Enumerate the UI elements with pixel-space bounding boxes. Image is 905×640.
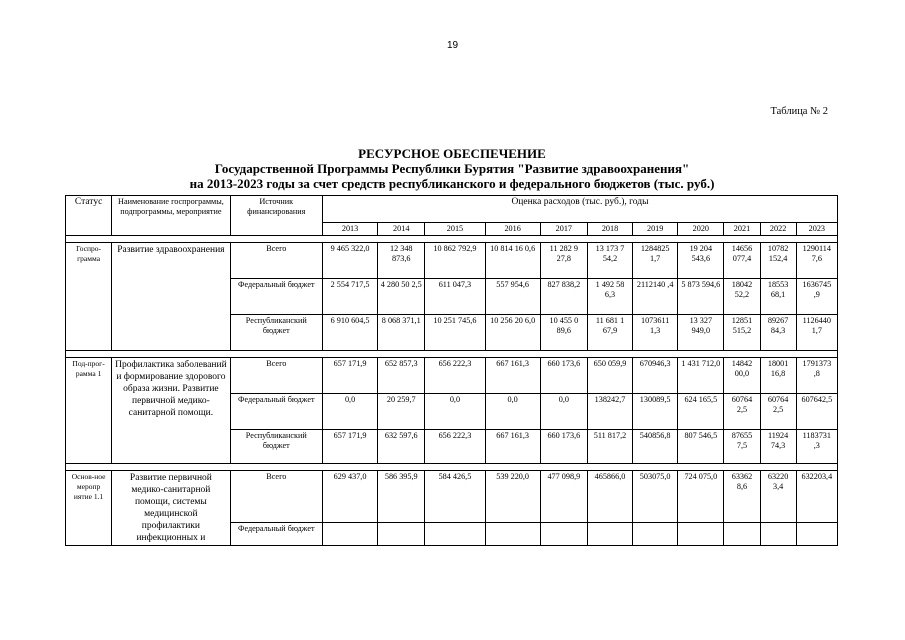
value-cell: 138242,7 [587, 394, 632, 430]
source-cell: Всего [230, 471, 322, 523]
value-cell: 18553 68,1 [760, 279, 796, 315]
value-cell [760, 523, 796, 546]
value-cell: 477 098,9 [540, 471, 587, 523]
value-cell: 11924 74,3 [760, 430, 796, 464]
value-cell: 1284825 1,7 [633, 243, 678, 279]
table-row [66, 243, 838, 279]
value-cell: 63362 8,6 [724, 471, 760, 523]
spacer [66, 236, 838, 243]
header-year: 2020 [678, 223, 724, 236]
value-cell: 12851 515,2 [724, 315, 760, 351]
value-cell: 807 546,5 [678, 430, 724, 464]
value-cell: 503075,0 [633, 471, 678, 523]
name-cell: Профилактика заболеваний и формирование здорового образа жизни. Развитие первичной медико-санитарной помощи. [112, 358, 230, 464]
header-year: 2021 [724, 223, 760, 236]
value-cell: 540856,8 [633, 430, 678, 464]
value-cell: 557 954,6 [485, 279, 540, 315]
value-cell: 10 814 16 0,6 [485, 243, 540, 279]
value-cell: 13 327 949,0 [678, 315, 724, 351]
value-cell: 60764 2,5 [724, 394, 760, 430]
status-cell: Под-прог-рамма 1 [66, 358, 112, 464]
value-cell: 13 173 7 54,2 [587, 243, 632, 279]
value-cell: 2 554 717,5 [322, 279, 377, 315]
value-cell [633, 523, 678, 546]
header-year: 2017 [540, 223, 587, 236]
table-body [66, 236, 838, 546]
value-cell: 1290114 7,6 [796, 243, 837, 279]
value-cell: 63220 3,4 [760, 471, 796, 523]
source-cell: Федеральный бюджет [230, 279, 322, 315]
header-year: 2016 [485, 223, 540, 236]
value-cell: 10 455 0 89,6 [540, 315, 587, 351]
value-cell: 629 437,0 [322, 471, 377, 523]
table-label: Таблица № 2 [770, 106, 828, 117]
value-cell [724, 523, 760, 546]
value-cell: 11 282 9 27,8 [540, 243, 587, 279]
value-cell: 660 173,6 [540, 430, 587, 464]
value-cell [587, 523, 632, 546]
value-cell [540, 523, 587, 546]
header-status: Статус [66, 196, 112, 236]
value-cell [796, 523, 837, 546]
value-cell: 624 165,5 [678, 394, 724, 430]
value-cell [322, 523, 377, 546]
value-cell: 607642,5 [796, 394, 837, 430]
value-cell: 10782 152,4 [760, 243, 796, 279]
value-cell: 60764 2,5 [760, 394, 796, 430]
value-cell: 1183731 ,3 [796, 430, 837, 464]
value-cell [378, 523, 425, 546]
value-cell: 1636745 ,9 [796, 279, 837, 315]
value-cell: 657 171,9 [322, 358, 377, 394]
header-year: 2022 [760, 223, 796, 236]
value-cell: 1791373 ,8 [796, 358, 837, 394]
name-cell: Развитие здравоохранения [112, 243, 230, 351]
value-cell: 667 161,3 [485, 430, 540, 464]
value-cell: 10 256 20 6,0 [485, 315, 540, 351]
header-name: Наименование госпрограммы, подпрограммы, мероприятие [112, 196, 230, 236]
header-year: 2019 [633, 223, 678, 236]
header-year: 2014 [378, 223, 425, 236]
value-cell: 11 681 1 67,9 [587, 315, 632, 351]
name-cell: Развитие первичной медико-санитарной помощи, системы медицинской профилактики инфекционных и [112, 471, 230, 546]
value-cell: 657 171,9 [322, 430, 377, 464]
value-cell: 1 431 712,0 [678, 358, 724, 394]
value-cell: 656 222,3 [425, 430, 485, 464]
header-source: Источник финансирования [230, 196, 322, 236]
value-cell: 130089,5 [633, 394, 678, 430]
value-cell: 19 204 543,6 [678, 243, 724, 279]
value-cell: 611 047,3 [425, 279, 485, 315]
value-cell: 10 862 792,9 [425, 243, 485, 279]
header-year: 2013 [322, 223, 377, 236]
value-cell: 656 222,3 [425, 358, 485, 394]
header-year: 2018 [587, 223, 632, 236]
value-cell: 1 492 58 6,3 [587, 279, 632, 315]
value-cell: 10 251 745,6 [425, 315, 485, 351]
source-cell: Федеральный бюджет [230, 523, 322, 546]
value-cell: 9 465 322,0 [322, 243, 377, 279]
table-row [66, 471, 838, 523]
value-cell: 586 395,9 [378, 471, 425, 523]
value-cell: 652 857,3 [378, 358, 425, 394]
source-cell: Республиканский бюджет [230, 430, 322, 464]
value-cell: 724 075,0 [678, 471, 724, 523]
value-cell: 2112140 ,4 [633, 279, 678, 315]
value-cell: 632203,4 [796, 471, 837, 523]
title-line-1: РЕСУРСНОЕ ОБЕСПЕЧЕНИЕ [358, 146, 546, 161]
value-cell [485, 523, 540, 546]
value-cell: 667 161,3 [485, 358, 540, 394]
value-cell: 89267 84,3 [760, 315, 796, 351]
value-cell: 1073611 1,3 [633, 315, 678, 351]
status-cell: Основ-ное меропр иятие 1.1 [66, 471, 112, 546]
value-cell: 650 059,9 [587, 358, 632, 394]
table-row [66, 358, 838, 394]
source-cell: Всего [230, 243, 322, 279]
value-cell: 465866,0 [587, 471, 632, 523]
value-cell: 14656 077,4 [724, 243, 760, 279]
spacer [66, 351, 838, 358]
value-cell: 827 838,2 [540, 279, 587, 315]
value-cell: 0,0 [485, 394, 540, 430]
source-cell: Федеральный бюджет [230, 394, 322, 430]
value-cell: 0,0 [540, 394, 587, 430]
value-cell: 670946,3 [633, 358, 678, 394]
value-cell: 12 348 873,6 [378, 243, 425, 279]
source-cell: Всего [230, 358, 322, 394]
value-cell: 18001 16,8 [760, 358, 796, 394]
status-cell: Госпро-грамма [66, 243, 112, 351]
value-cell: 20 259,7 [378, 394, 425, 430]
value-cell [678, 523, 724, 546]
document-title [70, 146, 834, 191]
header-year: 2023 [796, 223, 837, 236]
header-estimate: Оценка расходов (тыс. руб.), годы [322, 196, 837, 223]
value-cell: 632 597,6 [378, 430, 425, 464]
value-cell: 660 173,6 [540, 358, 587, 394]
spacer [66, 464, 838, 471]
value-cell: 584 426,5 [425, 471, 485, 523]
value-cell: 4 280 50 2,5 [378, 279, 425, 315]
value-cell: 0,0 [425, 394, 485, 430]
value-cell: 18042 52,2 [724, 279, 760, 315]
resource-table [65, 195, 838, 546]
value-cell: 0,0 [322, 394, 377, 430]
value-cell: 539 220,0 [485, 471, 540, 523]
value-cell: 511 817,2 [587, 430, 632, 464]
title-line-3: на 2013-2023 годы за счет средств республиканского и федерального бюджетов (тыс. руб.) [189, 176, 715, 191]
value-cell: 8 068 371,1 [378, 315, 425, 351]
value-cell: 1126440 1,7 [796, 315, 837, 351]
source-cell: Республиканский бюджет [230, 315, 322, 351]
value-cell: 5 873 594,6 [678, 279, 724, 315]
page-number: 19 [446, 40, 459, 51]
value-cell: 87655 7,5 [724, 430, 760, 464]
header-year: 2015 [425, 223, 485, 236]
title-line-2: Государственной Программы Республики Бурятия "Развитие здравоохранения" [214, 161, 690, 176]
value-cell: 6 910 604,5 [322, 315, 377, 351]
value-cell: 14842 00,0 [724, 358, 760, 394]
value-cell [425, 523, 485, 546]
